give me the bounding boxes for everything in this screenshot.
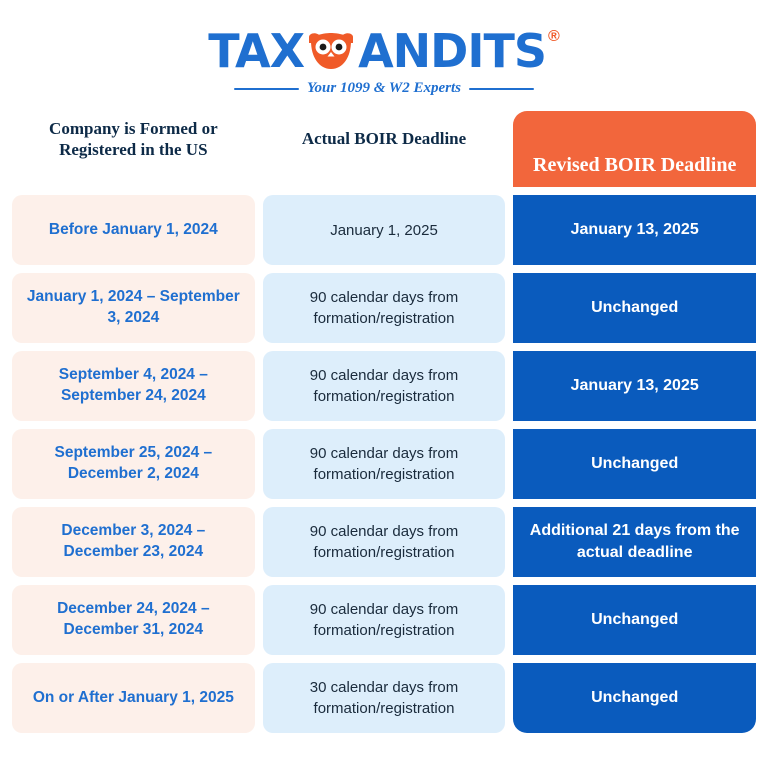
table-row bbox=[12, 429, 756, 499]
cell-actual-deadline: 30 calendar days from formation/registration bbox=[263, 663, 506, 733]
divider-right bbox=[469, 88, 534, 90]
logo-tagline-row bbox=[234, 80, 534, 97]
cell-company: September 4, 2024 – September 24, 2024 bbox=[12, 351, 255, 421]
logo-tagline: Your 1099 & W2 Experts bbox=[307, 80, 461, 96]
cell-actual-deadline: January 1, 2025 bbox=[263, 195, 506, 265]
cell-company: January 1, 2024 – September 3, 2024 bbox=[12, 273, 255, 343]
cell-actual-deadline: 90 calendar days from formation/registration bbox=[263, 507, 506, 577]
table-row bbox=[12, 585, 756, 655]
deadline-table bbox=[12, 111, 756, 733]
cell-company: December 3, 2024 – December 23, 2024 bbox=[12, 507, 255, 577]
logo-wordmark bbox=[208, 24, 560, 78]
table-row bbox=[12, 507, 756, 577]
table-row bbox=[12, 663, 756, 733]
table-header-row bbox=[12, 111, 756, 187]
cell-revised-deadline: Unchanged bbox=[513, 429, 756, 499]
cell-revised-deadline: Unchanged bbox=[513, 663, 756, 733]
cell-company: September 25, 2024 – December 2, 2024 bbox=[12, 429, 255, 499]
cell-company: On or After January 1, 2025 bbox=[12, 663, 255, 733]
column-header-revised-deadline: Revised BOIR Deadline bbox=[513, 111, 756, 187]
cell-actual-deadline: 90 calendar days from formation/registration bbox=[263, 351, 506, 421]
table-row bbox=[12, 195, 756, 265]
logo-text-right: ANDITS bbox=[358, 24, 546, 78]
cell-revised-deadline: Additional 21 days from the actual deadline bbox=[513, 507, 756, 577]
table-row bbox=[12, 273, 756, 343]
cell-actual-deadline: 90 calendar days from formation/registration bbox=[263, 429, 506, 499]
owl-icon bbox=[305, 31, 357, 71]
divider-left bbox=[234, 88, 299, 90]
cell-company: Before January 1, 2024 bbox=[12, 195, 255, 265]
cell-revised-deadline: Unchanged bbox=[513, 585, 756, 655]
cell-revised-deadline: January 13, 2025 bbox=[513, 195, 756, 265]
cell-actual-deadline: 90 calendar days from formation/registration bbox=[263, 273, 506, 343]
table-row bbox=[12, 351, 756, 421]
brand-logo bbox=[0, 0, 768, 97]
column-header-company: Company is Formed or Registered in the US bbox=[49, 118, 218, 159]
cell-revised-deadline: Unchanged bbox=[513, 273, 756, 343]
cell-actual-deadline: 90 calendar days from formation/registration bbox=[263, 585, 506, 655]
logo-text-left: TAX bbox=[208, 24, 305, 78]
cell-revised-deadline: January 13, 2025 bbox=[513, 351, 756, 421]
registered-mark-icon: ® bbox=[547, 28, 560, 45]
cell-company: December 24, 2024 – December 31, 2024 bbox=[12, 585, 255, 655]
column-header-actual-deadline: Actual BOIR Deadline bbox=[301, 129, 467, 149]
